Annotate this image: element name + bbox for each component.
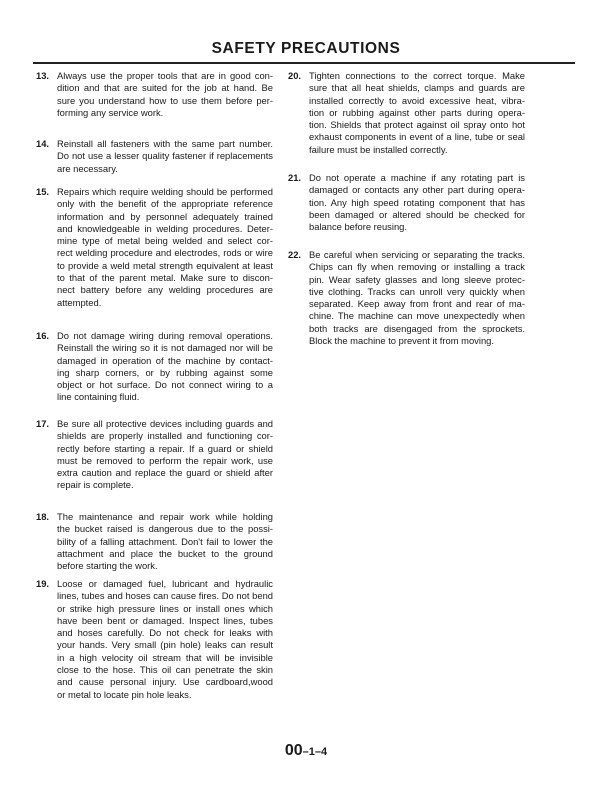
- item-text: [57, 70, 273, 119]
- text-line: chine. The machine can move unexpectedly when: [309, 310, 525, 322]
- text-line: exhaust components in event of a line, tube or seal: [309, 131, 525, 143]
- text-line: been damaged or altered should be checked for: [309, 208, 525, 220]
- title-divider: [33, 62, 575, 64]
- item-number: 22.: [288, 249, 302, 260]
- text-line: Do not operate a machine if any rotating part is: [309, 172, 525, 183]
- text-line: pin. Wear safety glasses and long sleeve protec-: [309, 273, 525, 285]
- text-line: tive clothing. Tracks can unroll very quickly when: [309, 285, 525, 297]
- item-text: [57, 511, 273, 572]
- item-number: 21.: [288, 172, 302, 183]
- text-line: or metal to locate pin hole leaks.: [57, 688, 192, 700]
- precaution-item: [288, 172, 525, 233]
- text-line: Be sure all protective devices including guards and: [57, 418, 273, 429]
- text-line: damaged or contacts any other part during opera-: [309, 184, 525, 196]
- text-line: object or hot surface. Do not connect wiring to a: [57, 379, 273, 391]
- text-line: must be removed to perform the repair work, use: [57, 454, 273, 466]
- item-text: [309, 249, 525, 347]
- text-line: Be careful when servicing or separating the tracks.: [309, 249, 525, 260]
- text-line: or strike high pressure lines or install ones which: [57, 602, 273, 614]
- text-line: Reinstall the wiring so it is not damaged nor will be: [57, 342, 273, 354]
- text-line: Reinstall all fasteners with the same part number.: [57, 138, 273, 149]
- text-line: both tracks are disengaged from the sprockets.: [309, 322, 525, 334]
- text-line: to provide a weld metal strength equivalent at least: [57, 259, 273, 271]
- text-line: extra caution and replace the guard or shield after: [57, 467, 273, 479]
- precaution-item: [288, 249, 525, 347]
- text-line: sure that all heat shields, clamps and guards are: [309, 82, 525, 94]
- text-line: repair is complete.: [57, 479, 134, 491]
- text-line: attachment and place the bucket to the ground: [57, 547, 273, 559]
- page-index: –1–4: [302, 746, 328, 758]
- text-line: nect battery before any welding procedures are: [57, 284, 273, 296]
- text-line: Tighten connections to the correct torque. Make: [309, 70, 525, 81]
- text-line: installed correctly to avoid excessive heat, vibra-: [309, 94, 525, 106]
- text-line: Repairs which require welding should be performed: [57, 186, 273, 197]
- text-line: information and by personnel adequately trained: [57, 210, 273, 222]
- text-line: your hands. Very small (pin hole) leaks can result: [57, 639, 273, 651]
- text-line: line containing fluid.: [57, 391, 140, 403]
- text-line: The maintenance and repair work while holding: [57, 511, 273, 522]
- text-line: damaged in operation of the machine by contact-: [57, 354, 273, 366]
- text-line: Do not damage wiring during removal operations.: [57, 330, 273, 341]
- text-line: Always use the proper tools that are in good con-: [57, 70, 273, 81]
- page-section: 00: [284, 742, 303, 759]
- text-line: bility of a falling attachment. Don't fail to lower the: [57, 535, 273, 547]
- text-line: the bucket raised is dangerous due to the possi-: [57, 523, 273, 535]
- text-line: mine type of metal being welded and select cor-: [57, 235, 273, 247]
- item-number: 17.: [36, 418, 50, 429]
- item-text: [57, 330, 273, 404]
- text-line: rect welding procedure and electrodes, rods or wire: [57, 247, 273, 259]
- text-line: rectly before starting a repair. If a guard or shield: [57, 442, 273, 454]
- item-text: [57, 578, 273, 701]
- item-number: 16.: [36, 330, 50, 341]
- text-line: tion or rubbing against other parts during opera-: [309, 106, 525, 118]
- text-line: to that of the parent metal. Make sure to discon-: [57, 272, 273, 284]
- text-line: and knowledgeable in welding procedures. Deter-: [57, 222, 273, 234]
- text-line: Do not use a lesser quality fastener if replacements: [57, 150, 273, 162]
- item-text: [57, 418, 273, 492]
- text-line: forming any service work.: [57, 106, 164, 118]
- text-line: ing sharp corners, or by rubbing against some: [57, 366, 273, 378]
- page-number: [0, 742, 612, 760]
- precaution-item: [36, 330, 273, 404]
- item-number: 15.: [36, 186, 50, 197]
- item-number: 20.: [288, 70, 302, 81]
- item-text: [57, 138, 273, 175]
- item-text: [57, 186, 273, 309]
- text-line: shields are properly installed and functioning cor-: [57, 430, 273, 442]
- text-line: and cause personal injury. Use cardboard,wood: [57, 676, 273, 688]
- text-line: attempted.: [57, 296, 102, 308]
- precaution-item: [288, 70, 525, 156]
- precaution-item: [36, 70, 273, 119]
- text-line: failure must be installed correctly.: [309, 143, 448, 155]
- text-line: Block the machine to prevent it from moving.: [309, 335, 494, 347]
- text-line: before starting the work.: [57, 560, 158, 572]
- text-line: separated. Keep away from front and rear of ma-: [309, 298, 525, 310]
- item-number: 19.: [36, 578, 50, 589]
- text-line: in a high velocity oil stream that will be invisible: [57, 651, 273, 663]
- text-line: close to the hose. This oil can penetrate the skin: [57, 664, 273, 676]
- text-line: Loose or damaged fuel, lubricant and hydraulic: [57, 578, 273, 589]
- item-text: [309, 70, 525, 156]
- page-title: SAFETY PRECAUTIONS: [211, 40, 401, 57]
- text-line: only with the benefit of the appropriate reference: [57, 198, 273, 210]
- text-line: tion. Shields that protect against oil spray onto hot: [309, 119, 525, 131]
- text-line: dition and that are suited for the job at hand. Be: [57, 82, 273, 94]
- precaution-item: [36, 511, 273, 572]
- text-line: are necessary.: [57, 162, 118, 174]
- text-line: have been bent or damaged. Inspect lines, tubes: [57, 614, 273, 626]
- precaution-item: [36, 138, 273, 175]
- item-text: [309, 172, 525, 233]
- item-number: 18.: [36, 511, 50, 522]
- precaution-item: [36, 578, 273, 701]
- item-number: 13.: [36, 70, 50, 81]
- text-line: tion. Any high speed rotating component that has: [309, 196, 525, 208]
- text-line: lines, tubes and hoses can cause fires. Do not bend: [57, 590, 273, 602]
- text-line: and hoses carefully. Do not check for leaks with: [57, 627, 273, 639]
- text-line: sure you understand how to use them before per-: [57, 94, 273, 106]
- item-number: 14.: [36, 138, 50, 149]
- precaution-item: [36, 186, 273, 309]
- precaution-item: [36, 418, 273, 492]
- text-line: balance before reusing.: [309, 221, 407, 233]
- text-line: Chips can fly when removing or installing a track: [309, 261, 525, 273]
